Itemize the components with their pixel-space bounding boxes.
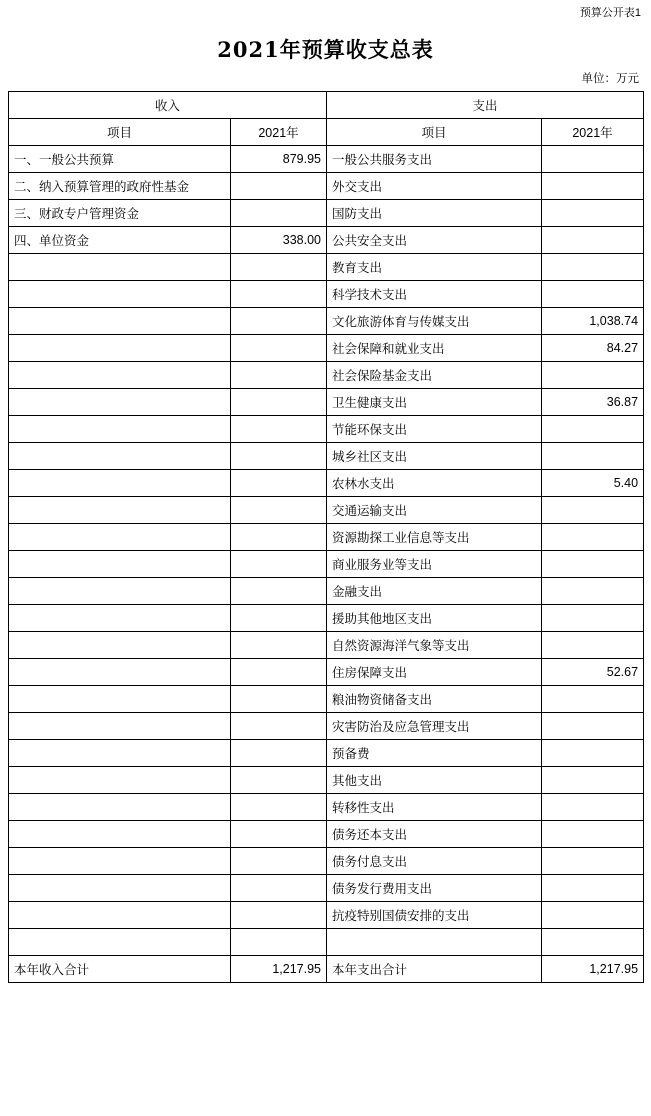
expense-value-cell [542, 497, 644, 524]
header-income-group: 收入 [9, 92, 327, 119]
table-row [9, 362, 644, 389]
table-header [9, 92, 644, 146]
income-value-cell [231, 524, 327, 551]
table-row [9, 281, 644, 308]
income-value-cell [231, 308, 327, 335]
table-row [9, 416, 644, 443]
expense-value-cell [542, 929, 644, 956]
table-row [9, 713, 644, 740]
table-row [9, 389, 644, 416]
income-value-cell [231, 578, 327, 605]
income-item-cell [9, 902, 231, 929]
expense-item-cell: 社会保障和就业支出 [327, 335, 542, 362]
expense-value-cell [542, 821, 644, 848]
expense-item-cell: 债务还本支出 [327, 821, 542, 848]
income-value-cell [231, 443, 327, 470]
income-item-cell [9, 524, 231, 551]
total-expense-value: 1,217.95 [542, 956, 644, 983]
expense-value-cell: 52.67 [542, 659, 644, 686]
income-item-cell [9, 281, 231, 308]
table-sub-header-row [9, 119, 644, 146]
expense-item-cell: 援助其他地区支出 [327, 605, 542, 632]
header-expense-group: 支出 [327, 92, 644, 119]
expense-item-cell: 债务付息支出 [327, 848, 542, 875]
unit-label: 单位：万元 [581, 73, 639, 85]
table-total-row [9, 956, 644, 983]
expense-item-cell: 科学技术支出 [327, 281, 542, 308]
income-item-cell [9, 686, 231, 713]
income-value-cell [231, 362, 327, 389]
income-value-cell [231, 200, 327, 227]
table-row [9, 497, 644, 524]
table-row [9, 632, 644, 659]
expense-value-cell [542, 254, 644, 281]
income-item-cell [9, 848, 231, 875]
table-row [9, 902, 644, 929]
income-item-cell [9, 632, 231, 659]
table-row [9, 146, 644, 173]
income-item-cell [9, 605, 231, 632]
expense-value-cell [542, 713, 644, 740]
expense-item-cell: 预备费 [327, 740, 542, 767]
income-value-cell [231, 740, 327, 767]
income-item-cell [9, 416, 231, 443]
expense-item-cell: 外交支出 [327, 173, 542, 200]
income-item-cell [9, 578, 231, 605]
expense-value-cell [542, 524, 644, 551]
table-row [9, 551, 644, 578]
income-item-cell [9, 551, 231, 578]
income-value-cell [231, 281, 327, 308]
expense-value-cell [542, 146, 644, 173]
income-value-cell [231, 632, 327, 659]
expense-item-cell: 一般公共服务支出 [327, 146, 542, 173]
expense-value-cell [542, 281, 644, 308]
expense-item-cell: 其他支出 [327, 767, 542, 794]
table-row [9, 929, 644, 956]
expense-value-cell [542, 740, 644, 767]
page-title: 2021年预算收支总表 [217, 37, 434, 62]
income-value-cell [231, 173, 327, 200]
expense-value-cell [542, 227, 644, 254]
income-item-cell [9, 254, 231, 281]
expense-item-cell: 社会保险基金支出 [327, 362, 542, 389]
income-value-cell [231, 389, 327, 416]
income-value-cell [231, 470, 327, 497]
expense-item-cell: 文化旅游体育与传媒支出 [327, 308, 542, 335]
expense-item-cell: 金融支出 [327, 578, 542, 605]
header-income-item: 项目 [9, 119, 231, 146]
expense-item-cell: 资源勘探工业信息等支出 [327, 524, 542, 551]
expense-value-cell [542, 686, 644, 713]
table-row [9, 335, 644, 362]
income-value-cell [231, 605, 327, 632]
expense-value-cell [542, 443, 644, 470]
income-value-cell: 879.95 [231, 146, 327, 173]
income-item-cell: 二、纳入预算管理的政府性基金 [9, 173, 231, 200]
expense-value-cell: 84.27 [542, 335, 644, 362]
income-value-cell [231, 497, 327, 524]
table-row [9, 686, 644, 713]
expense-item-cell: 抗疫特别国债安排的支出 [327, 902, 542, 929]
income-value-cell [231, 551, 327, 578]
income-item-cell [9, 875, 231, 902]
income-item-cell [9, 659, 231, 686]
income-value-cell [231, 767, 327, 794]
expense-item-cell: 公共安全支出 [327, 227, 542, 254]
expense-item-cell: 农林水支出 [327, 470, 542, 497]
income-item-cell [9, 497, 231, 524]
income-item-cell [9, 470, 231, 497]
income-value-cell [231, 686, 327, 713]
expense-value-cell [542, 902, 644, 929]
income-value-cell [231, 821, 327, 848]
table-row [9, 794, 644, 821]
income-value-cell [231, 875, 327, 902]
income-item-cell [9, 362, 231, 389]
expense-item-cell: 住房保障支出 [327, 659, 542, 686]
income-item-cell [9, 443, 231, 470]
total-income-value: 1,217.95 [231, 956, 327, 983]
expense-item-cell: 城乡社区支出 [327, 443, 542, 470]
income-value-cell [231, 929, 327, 956]
header-expense-year: 2021年 [542, 119, 644, 146]
income-item-cell [9, 794, 231, 821]
table-row [9, 578, 644, 605]
header-expense-item: 项目 [327, 119, 542, 146]
income-item-cell [9, 308, 231, 335]
table-row [9, 254, 644, 281]
header-income-year: 2021年 [231, 119, 327, 146]
document-tag: 预算公开表1 [579, 7, 641, 19]
income-value-cell [231, 713, 327, 740]
expense-item-cell: 灾害防治及应急管理支出 [327, 713, 542, 740]
income-item-cell [9, 389, 231, 416]
total-income-label: 本年收入合计 [9, 956, 231, 983]
expense-value-cell [542, 605, 644, 632]
table-group-header-row [9, 92, 644, 119]
table-footer [9, 956, 644, 983]
table-row [9, 659, 644, 686]
income-item-cell [9, 335, 231, 362]
expense-value-cell: 1,038.74 [542, 308, 644, 335]
expense-item-cell: 转移性支出 [327, 794, 542, 821]
total-expense-label: 本年支出合计 [327, 956, 542, 983]
table-row [9, 443, 644, 470]
expense-value-cell [542, 362, 644, 389]
table-row [9, 740, 644, 767]
expense-item-cell: 交通运输支出 [327, 497, 542, 524]
expense-item-cell: 商业服务业等支出 [327, 551, 542, 578]
table-row [9, 848, 644, 875]
income-value-cell [231, 416, 327, 443]
expense-value-cell [542, 794, 644, 821]
expense-item-cell: 粮油物资储备支出 [327, 686, 542, 713]
table-row [9, 200, 644, 227]
expense-value-cell [542, 848, 644, 875]
expense-value-cell [542, 200, 644, 227]
expense-value-cell [542, 767, 644, 794]
income-item-cell: 三、财政专户管理资金 [9, 200, 231, 227]
expense-value-cell [542, 416, 644, 443]
income-item-cell [9, 929, 231, 956]
table-row [9, 308, 644, 335]
expense-item-cell: 债务发行费用支出 [327, 875, 542, 902]
expense-item-cell: 教育支出 [327, 254, 542, 281]
expense-value-cell [542, 173, 644, 200]
expense-item-cell: 卫生健康支出 [327, 389, 542, 416]
table-row [9, 524, 644, 551]
income-value-cell [231, 902, 327, 929]
income-item-cell [9, 740, 231, 767]
table-row [9, 227, 644, 254]
expense-item-cell [327, 929, 542, 956]
income-value-cell [231, 335, 327, 362]
expense-item-cell: 国防支出 [327, 200, 542, 227]
table-body [9, 146, 644, 956]
expense-value-cell: 36.87 [542, 389, 644, 416]
income-value-cell [231, 659, 327, 686]
income-item-cell: 一、一般公共预算 [9, 146, 231, 173]
expense-value-cell: 5.40 [542, 470, 644, 497]
table-row [9, 821, 644, 848]
expense-value-cell [542, 578, 644, 605]
table-row [9, 470, 644, 497]
table-row [9, 605, 644, 632]
expense-item-cell: 节能环保支出 [327, 416, 542, 443]
income-item-cell [9, 821, 231, 848]
income-value-cell: 338.00 [231, 227, 327, 254]
budget-table [8, 91, 644, 983]
income-value-cell [231, 254, 327, 281]
income-item-cell [9, 767, 231, 794]
income-value-cell [231, 848, 327, 875]
expense-item-cell: 自然资源海洋气象等支出 [327, 632, 542, 659]
income-item-cell [9, 713, 231, 740]
table-row [9, 767, 644, 794]
expense-value-cell [542, 632, 644, 659]
expense-value-cell [542, 875, 644, 902]
table-row [9, 173, 644, 200]
expense-value-cell [542, 551, 644, 578]
table-row [9, 875, 644, 902]
income-item-cell: 四、单位资金 [9, 227, 231, 254]
income-value-cell [231, 794, 327, 821]
